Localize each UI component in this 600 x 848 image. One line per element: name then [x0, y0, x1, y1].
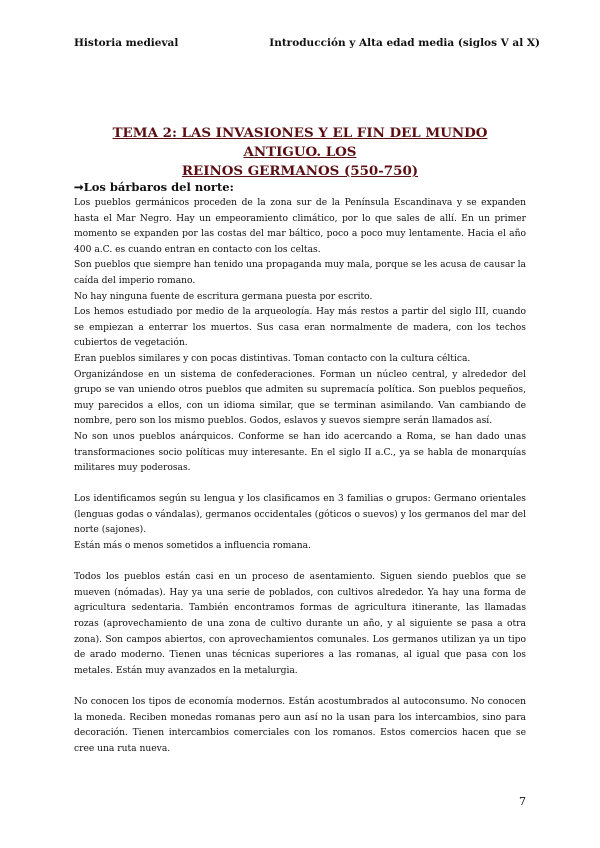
paragraph: Son pueblos que siempre han tenido una propaganda muy mala, porque se les acusa de causar la caída del imperio romano.: [74, 260, 526, 286]
chapter-title-line-2: REINOS GERMANOS (550-750): [181, 163, 419, 179]
paragraph: Eran pueblos similares y con pocas distintivas. Toman contacto con la cultura céltica.: [74, 353, 471, 364]
chapter-title-line-1: TEMA 2: LAS INVASIONES Y EL FIN DEL MUNDO ANTIGUO. LOS: [112, 125, 488, 160]
page-header: [74, 37, 540, 49]
page-number: 7: [519, 795, 526, 808]
header-left: Historia medieval: [74, 37, 179, 49]
chapter-title: [74, 124, 526, 181]
paragraph: No son unos pueblos anárquicos. Conforme se han ido acercando a Roma, se han dado unas transformaciones socio políticas muy interesante. En el siglo II a.C., ya se habla de monarquías militares muy poderosas.: [74, 431, 526, 474]
paragraph: No conocen los tipos de economía modernos. Están acostumbrados al autoconsumo. No conocen la moneda. Reciben monedas romanas pero aun así no la usan para los intercambios, sino para decoración. Tienen intercambios comerciales con los romanos. Estos comercios hacen que se cree una ruta nueva.: [74, 697, 526, 754]
paragraph: No hay ninguna fuente de escritura germana puesta por escrito.: [74, 291, 373, 302]
section-heading: ➞Los bárbaros del norte:: [74, 180, 234, 194]
paragraph: Todos los pueblos están casi en un proceso de asentamiento. Siguen siendo pueblos que se mueven (nómadas). Hay ya una serie de poblados, con cultivos alrededor. Ya hay una forma de agricultura sedentaria. También encontramos formas de agricultura itinerante, las llamadas rozas (aprovechamiento de una zona de cultivo durante un año, y al siguiente se pasa a otra zona). Son campos abiertos, con aprovechamientos comunales. Los germanos utilizan ya un tipo de arado moderno. Tienen unas técnicas superiores a las romanas, al igual que pasa con los metales. Están muy avanzados en la metalurgia.: [74, 572, 526, 676]
paragraph: Los hemos estudiado por medio de la arqueología. Hay más restos a partir del siglo III, cuando se empiezan a enterrar los muertos. Sus casa eran normalmente de madera, con los techos cubiertos de vegetación.: [74, 307, 526, 349]
header-right: Introducción y Alta edad media (siglos V al X): [269, 37, 540, 49]
paragraph: Están más o menos sometidos a influencia romana.: [74, 541, 311, 552]
paragraph: Los pueblos germánicos proceden de la zona sur de la Península Escandinava y se expanden hasta el Mar Negro. Hay un empeoramiento climático, por lo que sales de allí. En un primer momento se expanden por las costas del mar báltico, poco a poco muy lentamente. Hacia el año 400 a.C. es cuando entran en contacto con los celtas.: [74, 198, 526, 255]
body-text: [74, 196, 526, 757]
paragraph: Los identificamos según su lengua y los clasificamos en 3 familias o grupos: Germano orientales (lenguas godas o vándalas), germanos occidentales (góticos o suevos) y los germanos del mar del norte (sajones).: [74, 494, 526, 536]
paragraph: Organizándose en un sistema de confederaciones. Forman un núcleo central, y alrededor del grupo se van uniendo otros pueblos que admiten su supremacía política. Son pueblos pequeños, muy parecidos a ellos, con un idioma similar, que se terminan asimilando. Van cambiando de nombre, pero son los mismo pueblos. Godos, eslavos y suevos siempre serán llamados así.: [74, 369, 526, 427]
